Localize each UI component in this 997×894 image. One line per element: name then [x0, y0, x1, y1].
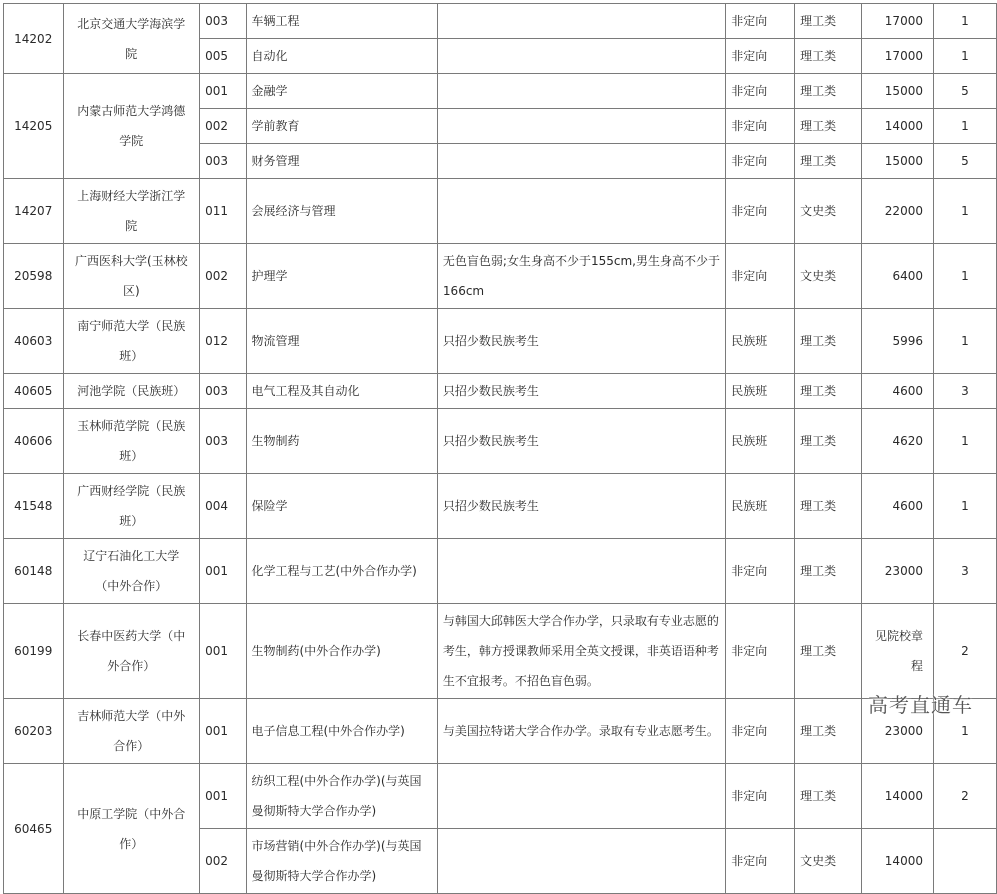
table-row — [4, 309, 997, 374]
note-cell — [437, 179, 725, 244]
category-cell: 理工类 — [795, 74, 862, 109]
major-name-cell: 生物制药 — [246, 409, 437, 474]
category-cell: 文史类 — [795, 179, 862, 244]
tuition-cell: 22000 — [862, 179, 934, 244]
plan-type-cell: 非定向 — [726, 699, 795, 764]
major-code-cell: 004 — [200, 474, 246, 539]
school-name-cell: 广西财经学院（民族班） — [63, 474, 200, 539]
major-name-cell: 电子信息工程(中外合作办学) — [246, 699, 437, 764]
plan-count-cell: 1 — [933, 109, 996, 144]
note-cell: 只招少数民族考生 — [437, 374, 725, 409]
watermark-text: 高考直通车 — [868, 693, 973, 717]
school-name-cell: 玉林师范学院（民族班） — [63, 409, 200, 474]
school-code-cell: 60148 — [4, 539, 64, 604]
school-name-cell: 广西医科大学(玉林校区) — [63, 244, 200, 309]
school-code-cell: 14205 — [4, 74, 64, 179]
major-code-cell: 002 — [200, 244, 246, 309]
plan-count-cell: 3 — [933, 539, 996, 604]
tuition-cell: 4600 — [862, 474, 934, 539]
category-cell: 理工类 — [795, 409, 862, 474]
school-code-cell: 40605 — [4, 374, 64, 409]
major-code-cell: 001 — [200, 699, 246, 764]
major-name-cell: 金融学 — [246, 74, 437, 109]
major-name-cell: 护理学 — [246, 244, 437, 309]
tuition-cell: 见院校章程 — [862, 604, 934, 699]
school-name-cell: 北京交通大学海滨学院 — [63, 4, 200, 74]
plan-type-cell: 非定向 — [726, 39, 795, 74]
table-row — [4, 244, 997, 309]
plan-count-cell — [933, 829, 996, 894]
major-code-cell: 011 — [200, 179, 246, 244]
major-code-cell: 001 — [200, 74, 246, 109]
note-cell — [437, 539, 725, 604]
school-code-cell: 20598 — [4, 244, 64, 309]
school-code-cell: 14202 — [4, 4, 64, 74]
major-name-cell: 物流管理 — [246, 309, 437, 374]
major-name-cell: 车辆工程 — [246, 4, 437, 39]
category-cell: 文史类 — [795, 829, 862, 894]
major-code-cell: 003 — [200, 4, 246, 39]
note-cell — [437, 109, 725, 144]
category-cell: 理工类 — [795, 4, 862, 39]
plan-count-cell: 1 — [933, 39, 996, 74]
plan-type-cell: 非定向 — [726, 539, 795, 604]
category-cell: 理工类 — [795, 109, 862, 144]
table-row — [4, 4, 997, 39]
major-name-cell: 纺织工程(中外合作办学)(与英国曼彻斯特大学合作办学) — [246, 764, 437, 829]
plan-count-cell: 1 — [933, 4, 996, 39]
school-name-cell: 河池学院（民族班） — [63, 374, 200, 409]
table-row — [4, 409, 997, 474]
table-row — [4, 699, 997, 764]
table-body — [4, 4, 997, 894]
note-cell: 只招少数民族考生 — [437, 474, 725, 539]
major-name-cell: 市场营销(中外合作办学)(与英国曼彻斯特大学合作办学) — [246, 829, 437, 894]
major-code-cell: 001 — [200, 764, 246, 829]
category-cell: 理工类 — [795, 474, 862, 539]
plan-type-cell: 非定向 — [726, 144, 795, 179]
plan-count-cell: 1 — [933, 309, 996, 374]
plan-count-cell: 1 — [933, 244, 996, 309]
note-cell — [437, 74, 725, 109]
table-row — [4, 179, 997, 244]
note-cell: 只招少数民族考生 — [437, 309, 725, 374]
school-name-cell: 南宁师范大学（民族班） — [63, 309, 200, 374]
category-cell: 理工类 — [795, 604, 862, 699]
major-name-cell: 财务管理 — [246, 144, 437, 179]
note-cell — [437, 144, 725, 179]
plan-type-cell: 非定向 — [726, 829, 795, 894]
school-code-cell: 60203 — [4, 699, 64, 764]
school-code-cell: 41548 — [4, 474, 64, 539]
plan-type-cell: 非定向 — [726, 244, 795, 309]
table-row — [4, 764, 997, 829]
table-row — [4, 474, 997, 539]
tuition-cell: 6400 — [862, 244, 934, 309]
category-cell: 理工类 — [795, 764, 862, 829]
school-code-cell: 14207 — [4, 179, 64, 244]
tuition-cell: 14000 — [862, 764, 934, 829]
tuition-cell: 23000 — [862, 699, 934, 764]
major-code-cell: 005 — [200, 39, 246, 74]
tuition-cell: 17000 — [862, 39, 934, 74]
category-cell: 理工类 — [795, 39, 862, 74]
school-name-cell: 长春中医药大学（中外合作） — [63, 604, 200, 699]
plan-count-cell: 5 — [933, 74, 996, 109]
tuition-cell: 17000 — [862, 4, 934, 39]
plan-count-cell: 5 — [933, 144, 996, 179]
major-code-cell: 002 — [200, 109, 246, 144]
note-cell — [437, 764, 725, 829]
plan-count-cell: 1 — [933, 474, 996, 539]
plan-type-cell: 非定向 — [726, 604, 795, 699]
note-cell — [437, 4, 725, 39]
plan-count-cell: 1 — [933, 409, 996, 474]
plan-count-cell: 2 — [933, 604, 996, 699]
plan-type-cell: 民族班 — [726, 374, 795, 409]
major-code-cell: 012 — [200, 309, 246, 374]
school-code-cell: 60199 — [4, 604, 64, 699]
plan-count-cell: 3 — [933, 374, 996, 409]
note-cell — [437, 829, 725, 894]
note-cell — [437, 39, 725, 74]
plan-type-cell: 非定向 — [726, 4, 795, 39]
school-name-cell: 辽宁石油化工大学（中外合作） — [63, 539, 200, 604]
plan-type-cell: 民族班 — [726, 409, 795, 474]
tuition-cell: 15000 — [862, 74, 934, 109]
school-code-cell: 40603 — [4, 309, 64, 374]
major-code-cell: 003 — [200, 409, 246, 474]
school-name-cell: 上海财经大学浙江学院 — [63, 179, 200, 244]
school-code-cell: 60465 — [4, 764, 64, 894]
school-name-cell: 吉林师范大学（中外合作） — [63, 699, 200, 764]
note-cell: 与韩国大邱韩医大学合作办学，只录取有专业志愿的考生，韩方授课教师采用全英文授课，非英语语种考生不宜报考。不招色盲色弱。 — [437, 604, 725, 699]
tuition-cell: 23000 — [862, 539, 934, 604]
major-name-cell: 保险学 — [246, 474, 437, 539]
plan-count-cell: 1 — [933, 699, 996, 764]
category-cell: 理工类 — [795, 144, 862, 179]
school-code-cell: 40606 — [4, 409, 64, 474]
plan-type-cell: 民族班 — [726, 474, 795, 539]
plan-count-cell: 2 — [933, 764, 996, 829]
tuition-cell: 4620 — [862, 409, 934, 474]
note-cell: 与美国拉特诺大学合作办学。录取有专业志愿考生。 — [437, 699, 725, 764]
note-cell: 无色盲色弱;女生身高不少于155cm,男生身高不少于166cm — [437, 244, 725, 309]
category-cell: 理工类 — [795, 539, 862, 604]
note-cell: 只招少数民族考生 — [437, 409, 725, 474]
major-name-cell: 电气工程及其自动化 — [246, 374, 437, 409]
table-row — [4, 374, 997, 409]
category-cell: 文史类 — [795, 244, 862, 309]
major-code-cell: 002 — [200, 829, 246, 894]
major-code-cell: 003 — [200, 374, 246, 409]
enrollment-plan-table — [3, 3, 997, 894]
major-name-cell: 自动化 — [246, 39, 437, 74]
major-name-cell: 生物制药(中外合作办学) — [246, 604, 437, 699]
plan-type-cell: 非定向 — [726, 179, 795, 244]
major-name-cell: 化学工程与工艺(中外合作办学) — [246, 539, 437, 604]
tuition-cell: 4600 — [862, 374, 934, 409]
plan-type-cell: 非定向 — [726, 109, 795, 144]
category-cell: 理工类 — [795, 699, 862, 764]
major-name-cell: 会展经济与管理 — [246, 179, 437, 244]
major-code-cell: 003 — [200, 144, 246, 179]
tuition-cell: 15000 — [862, 144, 934, 179]
category-cell: 理工类 — [795, 374, 862, 409]
major-name-cell: 学前教育 — [246, 109, 437, 144]
school-name-cell: 中原工学院（中外合作） — [63, 764, 200, 894]
table-row — [4, 539, 997, 604]
plan-type-cell: 非定向 — [726, 764, 795, 829]
table-row — [4, 74, 997, 109]
tuition-cell: 14000 — [862, 109, 934, 144]
school-name-cell: 内蒙古师范大学鸿德学院 — [63, 74, 200, 179]
plan-type-cell: 非定向 — [726, 74, 795, 109]
table-row — [4, 604, 997, 699]
category-cell: 理工类 — [795, 309, 862, 374]
major-code-cell: 001 — [200, 604, 246, 699]
tuition-cell: 14000 — [862, 829, 934, 894]
plan-type-cell: 民族班 — [726, 309, 795, 374]
major-code-cell: 001 — [200, 539, 246, 604]
tuition-cell: 5996 — [862, 309, 934, 374]
plan-count-cell: 1 — [933, 179, 996, 244]
